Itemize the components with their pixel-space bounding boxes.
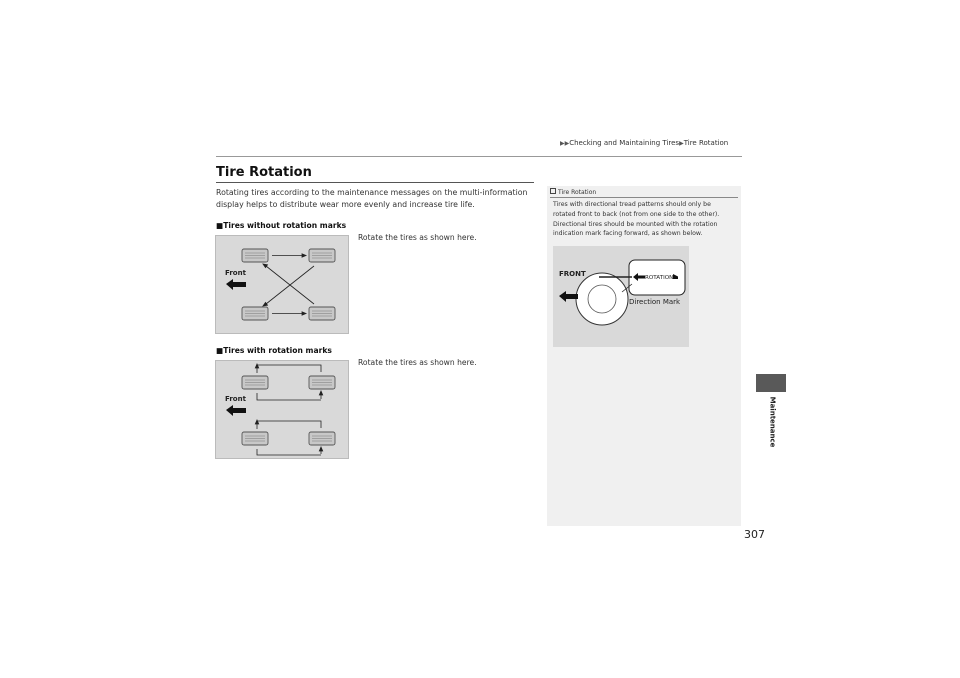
maintenance-tab-marker (756, 374, 786, 392)
section-caption-with-marks: Rotate the tires as shown here. (358, 358, 477, 367)
note-body: Tires with directional tread patterns should only be rotated front to back (not from one side to the other). Directional tires should be mounted with the rotation indication mark facing forward, as shown below. (553, 201, 720, 238)
breadcrumb-arrow-icon: ▶ (679, 140, 684, 147)
side-tab-label: Maintenance (768, 396, 777, 448)
bullet-square-icon: ■ (216, 346, 224, 355)
front-arrow-icon (226, 405, 246, 416)
front-arrow-icon (559, 291, 578, 302)
title-divider (216, 182, 534, 183)
page-title: Tire Rotation (216, 165, 312, 180)
direction-mark-label: Direction Mark (629, 298, 681, 306)
section-heading-without-marks: ■Tires without rotation marks (216, 221, 347, 230)
tire-icon (242, 249, 335, 320)
note-title: Tire Rotation (550, 188, 596, 196)
direction-mark-diagram (553, 246, 689, 347)
breadcrumb-page: Tire Rotation (683, 139, 729, 147)
page-number: 307 (744, 528, 765, 541)
front-label: Front (225, 395, 246, 403)
intro-paragraph: Rotating tires according to the maintenance messages on the multi-information display helps to distribute wear more evenly and increase tire life. (216, 188, 528, 209)
rotation-diagram-without-marks (215, 235, 349, 334)
rotation-diagram-with-marks (215, 360, 349, 459)
section-caption-without-marks: Rotate the tires as shown here. (358, 233, 477, 242)
header-divider (216, 156, 742, 157)
tire-icon (242, 376, 335, 445)
rotation-label: ROTATION (645, 275, 674, 281)
breadcrumb-section: Checking and Maintaining Tires (569, 139, 680, 147)
note-icon (550, 188, 556, 194)
front-arrow-icon (226, 279, 246, 290)
front-label: Front (225, 269, 246, 277)
breadcrumb-arrow-icon: ▶▶ (560, 140, 570, 147)
note-divider (550, 197, 738, 198)
section-heading-with-marks: ■Tires with rotation marks (216, 346, 332, 355)
breadcrumb (560, 139, 728, 147)
front-label: FRONT (559, 270, 586, 278)
bullet-square-icon: ■ (216, 221, 224, 230)
